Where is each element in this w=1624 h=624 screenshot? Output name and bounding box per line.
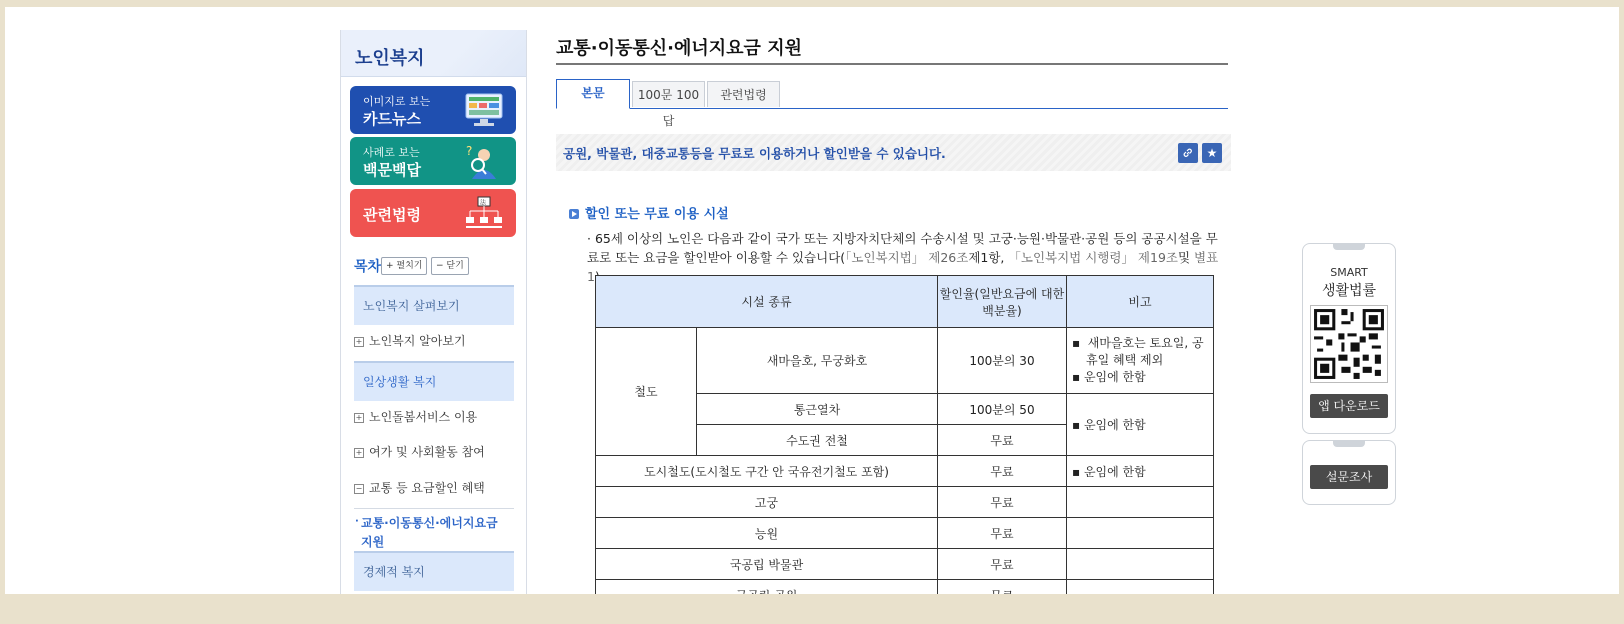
summary-banner	[556, 134, 1231, 171]
toc-item-economic[interactable]: 경제적 복지	[354, 551, 514, 591]
table-header: 비고	[1067, 276, 1214, 328]
expand-plus-icon: +	[355, 337, 363, 346]
para-text-a: 65세 이상의 노인은 다음과 같이 국가 또는 지방자치단체의 수송시설 및 고궁·능원·박물관·공원 등의 공공시설을 무료로 또는 요금을 할인받아 이용할 수 있습니다(	[587, 231, 1218, 265]
qr-code	[1310, 305, 1388, 383]
toc-item-label: 여가 및 사회활동 참여	[369, 445, 485, 459]
table-cell: 철도	[596, 328, 697, 456]
related-law-label: 관련법령	[363, 206, 421, 224]
toc-item-overview[interactable]: 노인복지 살펴보기	[354, 285, 514, 325]
summary-text: 공원, 박물관, 대중교통등을 무료로 이용하거나 할인받을 수 있습니다.	[563, 146, 946, 161]
note-text: 새마을호는 토요일, 공휴일 혜택 제외	[1086, 336, 1204, 367]
table-row	[596, 456, 1214, 487]
table-cell-note	[1067, 394, 1214, 456]
card-news-button[interactable]	[350, 86, 516, 134]
smart-law-widget	[1302, 243, 1396, 434]
toc-item-daily-life[interactable]: 일상생활 복지	[354, 361, 514, 401]
table-cell: 통근열차	[697, 394, 938, 425]
tab-100qna[interactable]: 100문 100답	[632, 81, 705, 107]
table-cell: 무료	[938, 456, 1067, 487]
table-row	[596, 487, 1214, 518]
survey-widget	[1302, 440, 1396, 505]
card-news-sub: 이미지로 보는	[363, 95, 431, 108]
tab-related-law[interactable]: 관련법령	[707, 81, 780, 107]
qna-button[interactable]	[350, 137, 516, 185]
table-cell-note	[1067, 328, 1214, 394]
collapse-minus-icon: −	[355, 484, 363, 493]
bullet-dot: ▪	[1072, 370, 1084, 384]
table-header-row	[596, 276, 1214, 328]
table-cell: 100분의 30	[938, 328, 1067, 394]
magnifier-person-icon	[464, 143, 504, 179]
table-row	[596, 328, 1214, 394]
app-download-button[interactable]: 앱 다운로드	[1310, 394, 1388, 418]
table-cell: 무료	[938, 518, 1067, 549]
page-title: 교통·이동통신·에너지요금 지원	[556, 38, 802, 59]
table-cell: 무료	[938, 487, 1067, 518]
table-header: 시설 종류	[596, 276, 938, 328]
sidebar	[340, 30, 527, 595]
bullet-dot: ▪	[1072, 336, 1088, 350]
survey-button[interactable]: 설문조사	[1310, 465, 1388, 489]
para-text-c: 및	[1177, 250, 1195, 265]
monitor-news-icon	[464, 92, 504, 128]
phone-notch	[1333, 441, 1365, 447]
law-link-2[interactable]: 「노인복지법 시행령」 제19조	[1008, 250, 1178, 265]
discount-table	[595, 275, 1214, 611]
toc-title: 목차	[354, 259, 382, 275]
svg-text:?: ?	[466, 144, 473, 158]
expand-plus-icon: +	[355, 448, 363, 457]
note-text: 운임에 한함	[1083, 370, 1146, 384]
table-cell-note	[1067, 549, 1214, 580]
section-heading-text: 할인 또는 무료 이용 시설	[585, 207, 729, 222]
card-news-label: 카드뉴스	[363, 110, 421, 128]
table-cell-note	[1067, 487, 1214, 518]
toc-item-leisure[interactable]	[354, 443, 514, 460]
toc-item-care[interactable]	[354, 408, 514, 425]
bullet-dot: ▪	[1072, 418, 1084, 432]
table-cell-note	[1067, 518, 1214, 549]
table-row	[596, 549, 1214, 580]
law-link-1[interactable]: 「노인복지법」 제26조	[845, 250, 969, 265]
toc-item-discount[interactable]	[354, 479, 514, 496]
section-bullet-icon	[569, 209, 579, 219]
bottom-frame	[0, 594, 1624, 624]
sidebar-header	[341, 30, 526, 77]
table-cell: 국공립 박물관	[596, 549, 938, 580]
table-cell: 무료	[938, 549, 1067, 580]
toc-item-label: 교통 등 요금할인 혜택	[369, 481, 485, 495]
table-header: 할인율(일반요금에 대한 백분율)	[938, 276, 1067, 328]
toc-item-label: 노인돌봄서비스 이용	[369, 410, 478, 424]
divider	[354, 508, 514, 509]
note-text: 운임에 한함	[1083, 464, 1146, 479]
table-cell: 100분의 50	[938, 394, 1067, 425]
tab-body[interactable]: 본문	[556, 79, 630, 109]
bullet-dot: ▪	[1072, 464, 1084, 479]
law-link-3[interactable]: 별표 1	[587, 250, 1219, 284]
title-divider	[556, 63, 1228, 65]
toc-item-label: 교통·이동통신·에너지요금 지원	[361, 516, 498, 549]
link-icon[interactable]	[1178, 143, 1198, 163]
table-cell: 도시철도(도시철도 구간 안 국유전기철도 포함)	[596, 456, 938, 487]
section-heading	[569, 203, 729, 222]
para-text-b: 제1항,	[968, 250, 1009, 265]
table-row	[596, 518, 1214, 549]
qna-sub: 사례로 보는	[363, 146, 420, 159]
table-cell: 새마을호, 무궁화호	[697, 328, 938, 394]
phone-notch	[1333, 244, 1365, 250]
toc-item-label: 노인복지 알아보기	[369, 334, 466, 348]
qna-label: 백문백답	[363, 161, 421, 179]
bullet-dot: ·	[587, 231, 595, 246]
toc-collapse-button[interactable]: − 닫기	[431, 257, 469, 275]
bullet-dot-icon: ·	[355, 516, 359, 527]
law-hierarchy-icon	[464, 195, 504, 231]
life-law-label: 생활법률	[1321, 283, 1377, 299]
table-cell: 고궁	[596, 487, 938, 518]
related-law-button[interactable]	[350, 189, 516, 237]
table-cell: 능원	[596, 518, 938, 549]
table-cell: 수도권 전철	[697, 425, 938, 456]
expand-plus-icon: +	[355, 413, 363, 422]
table-cell-note	[1067, 456, 1214, 487]
svg-text:法: 法	[480, 199, 487, 207]
sidebar-title: 노인복지	[355, 48, 425, 69]
toc-item-learn[interactable]	[354, 332, 514, 349]
note-text: 운임에 한함	[1083, 418, 1146, 432]
bookmark-star-icon[interactable]: ★	[1202, 143, 1222, 163]
toc-expand-button[interactable]: + 펼치기	[381, 257, 427, 275]
tab-bar	[556, 79, 1228, 128]
smart-label: SMART	[1330, 266, 1368, 279]
toc-item-current[interactable]	[355, 514, 501, 552]
table-cell: 무료	[938, 425, 1067, 456]
